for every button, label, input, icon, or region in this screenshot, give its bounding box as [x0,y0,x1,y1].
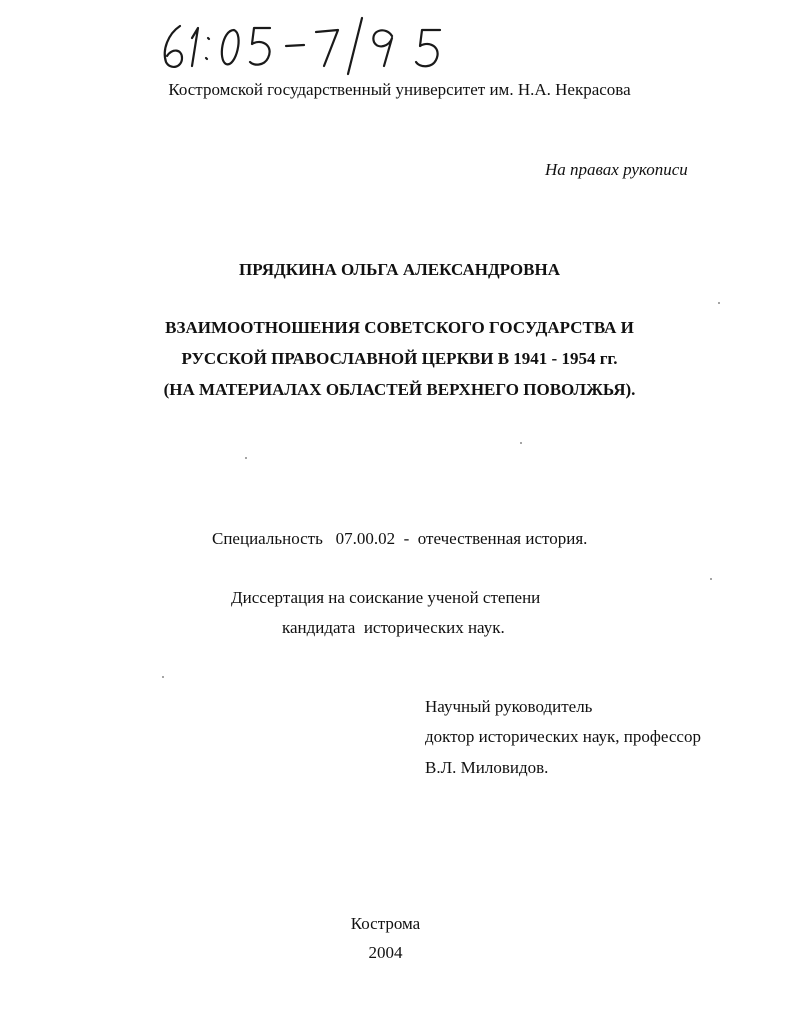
handwritten-archive-code-drawing [158,16,458,76]
supervisor-label: Научный руководитель [425,697,593,716]
author-name: ПРЯДКИНА ОЛЬГА АЛЕКСАНДРОВНА [239,260,560,279]
university-name: Костромской государственный университет им. Н.А. Некрасова [168,80,631,99]
scan-speck [718,302,720,304]
scan-speck [245,457,247,459]
dissertation-title-line-1: ВЗАИМООТНОШЕНИЯ СОВЕТСКОГО ГОСУДАРСТВА И [165,318,634,337]
handwritten-archive-code [158,16,458,76]
scan-speck [520,442,522,444]
dissertation-title-line-3: (НА МАТЕРИАЛАХ ОБЛАСТЕЙ ВЕРХНЕГО ПОВОЛЖЬЯ). [163,380,636,399]
city: Кострома [350,914,421,933]
supervisor-name: В.Л. Миловидов. [425,758,549,777]
degree-line-2: кандидата исторических наук. [282,618,505,637]
degree-line-1: Диссертация на соискание ученой степени [231,588,541,607]
scan-speck [710,578,712,580]
scan-speck [162,676,164,678]
specialty-line: Специальность 07.00.02 - отечественная история. [212,529,588,548]
supervisor-degree: доктор исторических наук, профессор [425,727,701,746]
manuscript-rights-note: На правах рукописи [545,160,688,179]
year: 2004 [368,943,403,962]
dissertation-title-line-2: РУССКОЙ ПРАВОСЛАВНОЙ ЦЕРКВИ В 1941 - 1954 гг. [181,349,618,368]
